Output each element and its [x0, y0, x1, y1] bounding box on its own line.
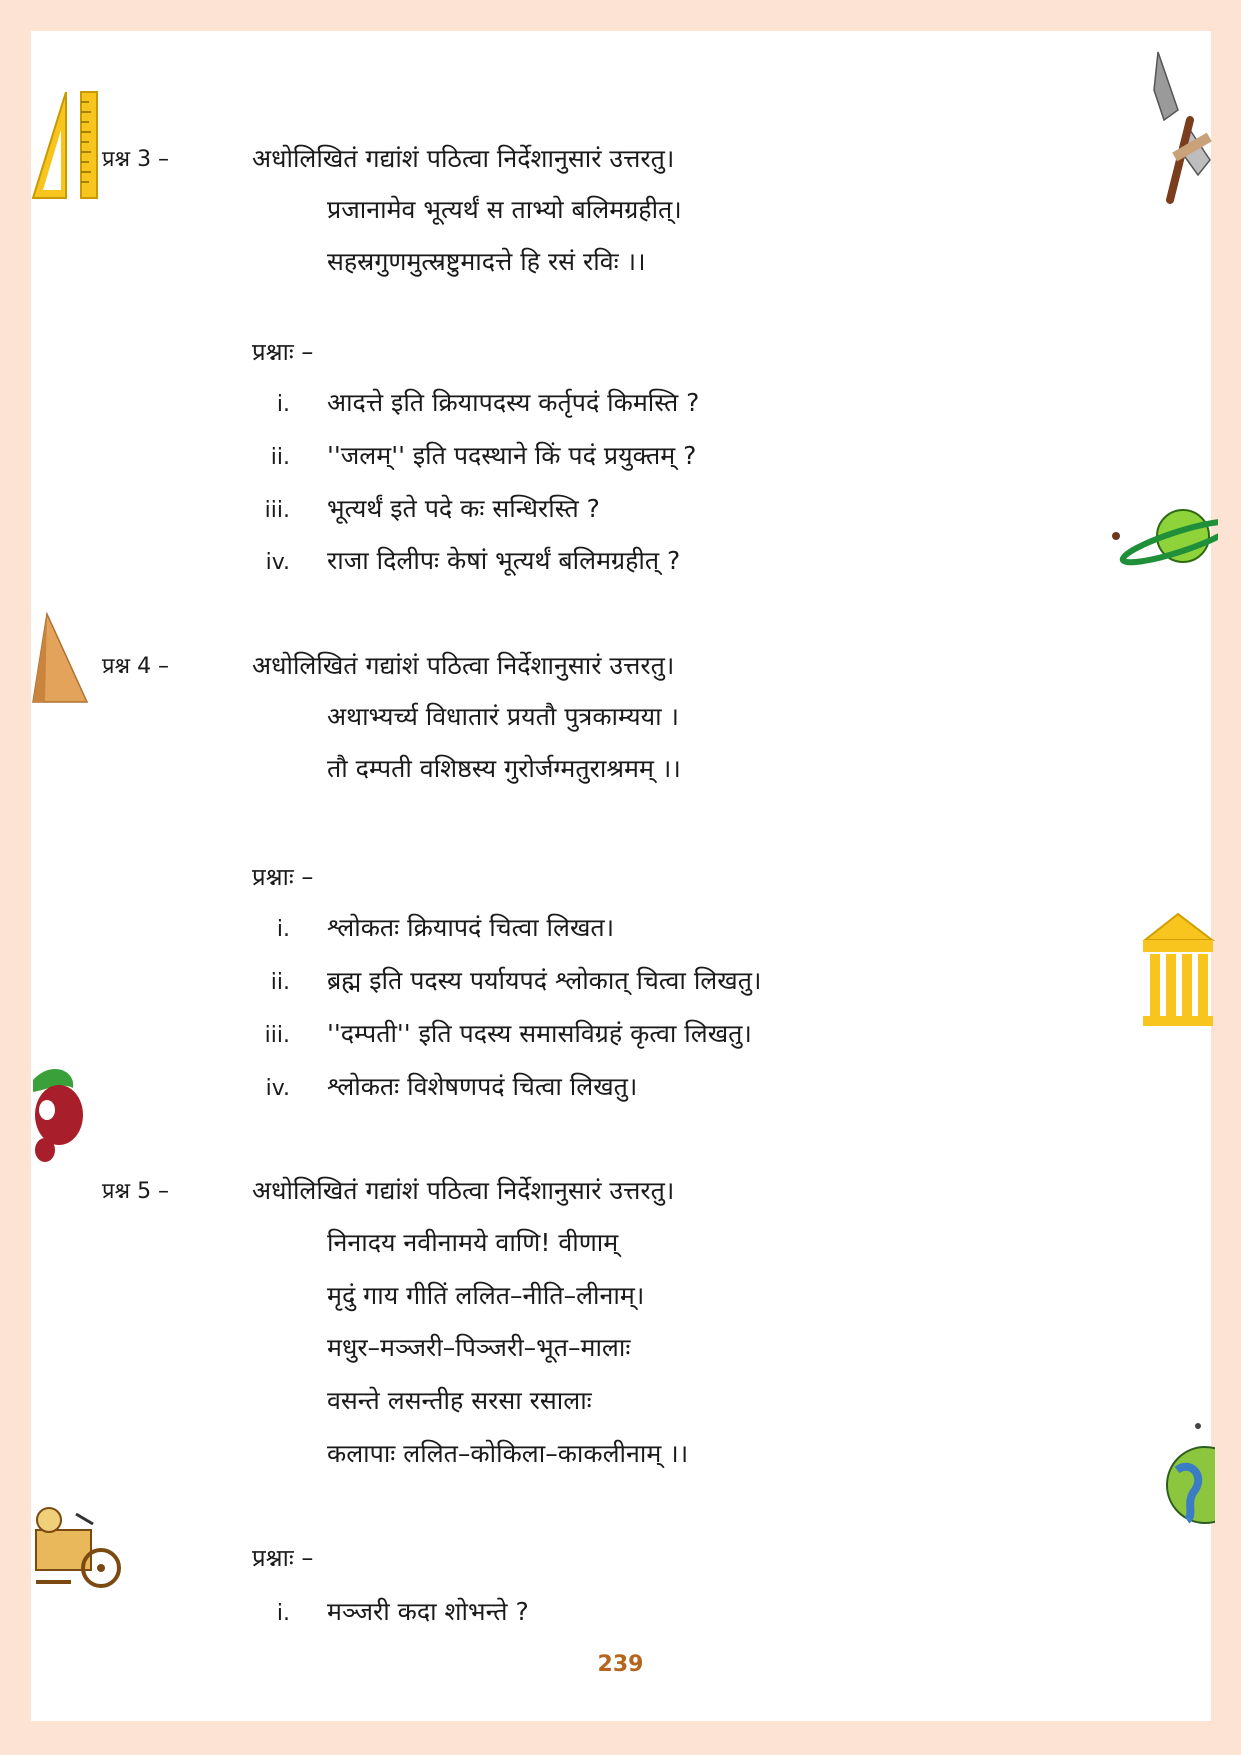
verse-line: मृदुं गाय गीतिं ललित–नीति–लीनाम्।: [327, 1281, 645, 1310]
sub-heading: प्रश्नाः –: [252, 338, 314, 366]
question-label: प्रश्न 4 –: [102, 654, 170, 679]
saturn-planet-icon: [1108, 500, 1218, 575]
item-number: iii.: [264, 498, 290, 523]
page-number: 239: [597, 1652, 644, 1677]
sub-question: ''जलम्'' इति पदस्थाने किं पदं प्रयुक्तम् ?: [327, 441, 697, 470]
sub-heading: प्रश्नाः –: [252, 1544, 314, 1572]
sub-question: राजा दिलीपः केषां भूत्यर्थं बलिमग्रहीत् ?: [327, 546, 681, 575]
question-instruction: अधोलिखितं गद्यांशं पठित्वा निर्देशानुसारं उत्तरतु।: [252, 144, 675, 173]
fruit-leaf-icon: [31, 1060, 86, 1165]
sub-question: ''दम्पती'' इति पदस्य समासविग्रहं कृत्वा लिखतु।: [327, 1019, 752, 1048]
chariot-icon: [31, 1500, 126, 1590]
pyramid-icon: [31, 610, 91, 705]
item-number: iv.: [265, 1076, 290, 1101]
sub-question: श्लोकतः विशेषणपदं चित्वा लिखतु।: [327, 1072, 638, 1101]
stone-age-spear-icon: [1150, 50, 1220, 205]
verse-line: प्रजानामेव भूत्यर्थं स ताभ्यो बलिमग्रहीत्।: [327, 195, 682, 224]
sub-question: मञ्जरी कदा शोभन्ते ?: [327, 1597, 529, 1626]
set-square-ruler-icon: [31, 90, 101, 200]
verse-line: निनादय नवीनामये वाणि! वीणाम्: [327, 1228, 619, 1257]
verse-line: मधुर–मञ्जरी–पिञ्जरी–भूत–मालाः: [327, 1333, 631, 1362]
item-number: i.: [276, 392, 290, 417]
temple-pillar-icon: [1140, 910, 1215, 1030]
item-number: ii.: [270, 970, 290, 995]
item-number: iv.: [265, 550, 290, 575]
question-label: प्रश्न 3 –: [102, 147, 170, 172]
verse-line: वसन्ते लसन्तीह सरसा रसालाः: [327, 1386, 592, 1415]
verse-line: सहस्रगुणमुत्स्रष्टुमादत्ते हि रसं रविः ।।: [327, 247, 646, 276]
question-instruction: अधोलिखितं गद्यांशं पठित्वा निर्देशानुसारं उत्तरतु।: [252, 1176, 675, 1205]
globe-icon: [1165, 1420, 1215, 1530]
item-number: i.: [276, 1601, 290, 1626]
verse-line: तौ दम्पती वशिष्ठस्य गुरोर्जग्मतुराश्रमम् ।।: [327, 754, 681, 783]
item-number: i.: [276, 917, 290, 942]
item-number: iii.: [264, 1023, 290, 1048]
sub-question: ब्रह्म इति पदस्य पर्यायपदं श्लोकात् चित्वा लिखतु।: [327, 966, 762, 995]
sub-heading: प्रश्नाः –: [252, 863, 314, 891]
verse-line: अथाभ्यर्च्य विधातारं प्रयतौ पुत्रकाम्यया ।: [327, 702, 680, 731]
verse-line: कलापाः ललित–कोकिला–काकलीनाम् ।।: [327, 1439, 689, 1468]
item-number: ii.: [270, 445, 290, 470]
question-instruction: अधोलिखितं गद्यांशं पठित्वा निर्देशानुसारं उत्तरतु।: [252, 651, 675, 680]
sub-question: आदत्ते इति क्रियापदस्य कर्तृपदं किमस्ति ?: [327, 388, 700, 417]
sub-question: श्लोकतः क्रियापदं चित्वा लिखत।: [327, 913, 615, 942]
question-label: प्रश्न 5 –: [102, 1179, 170, 1204]
sub-question: भूत्यर्थं इते पदे कः सन्धिरस्ति ?: [327, 494, 600, 523]
